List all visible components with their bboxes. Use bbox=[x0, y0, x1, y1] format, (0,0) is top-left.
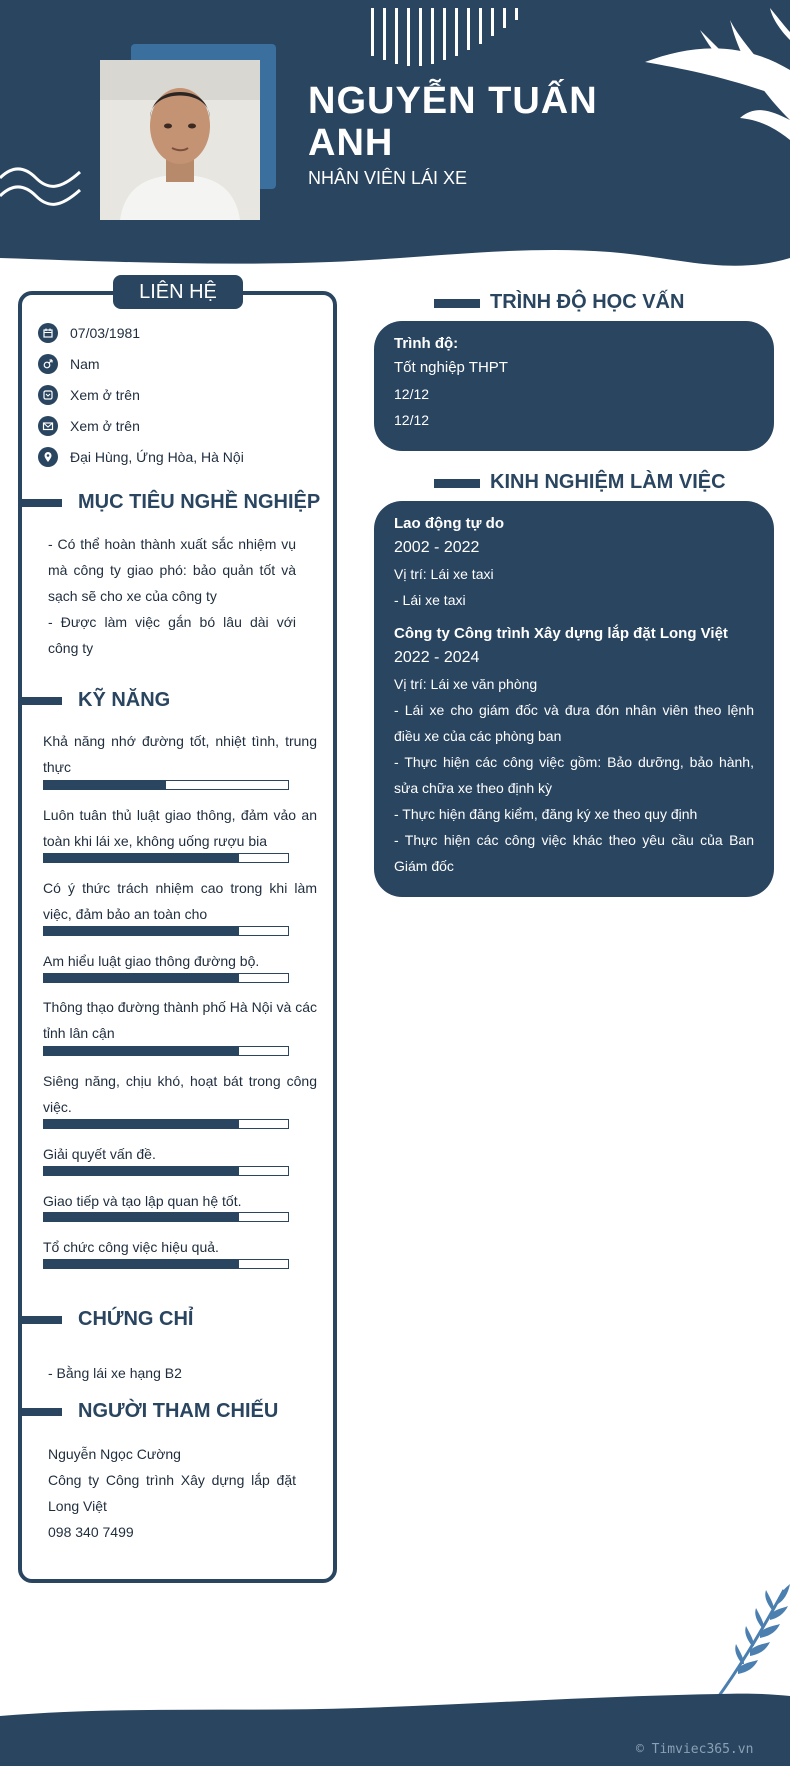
contact-text: Đại Hùng, Ứng Hòa, Hà Nội bbox=[70, 449, 244, 465]
references-heading: NGƯỜI THAM CHIẾU bbox=[78, 1400, 279, 1422]
contact-address bbox=[38, 445, 244, 469]
reference-phone: 098 340 7499 bbox=[48, 1524, 134, 1540]
watermark: © Timviec365.vn bbox=[636, 1742, 754, 1757]
skill-label: Có ý thức trách nhiệm cao trong khi làm việc, đảm bảo an toàn cho bbox=[43, 880, 317, 922]
skill-bar bbox=[43, 1259, 289, 1269]
contact-text: Nam bbox=[70, 356, 100, 372]
job-line: - Thực hiện đăng kiểm, đăng ký xe theo quy định bbox=[394, 806, 698, 822]
skill-bar bbox=[43, 973, 289, 983]
education-level: Tốt nghiệp THPT bbox=[394, 359, 508, 376]
education-card bbox=[374, 321, 774, 451]
certificate-item: - Bằng lái xe hạng B2 bbox=[48, 1365, 182, 1381]
section-bar bbox=[22, 1408, 62, 1416]
skill-label: Giao tiếp và tạo lập quan hệ tốt. bbox=[43, 1193, 242, 1209]
skill-label: Am hiểu luật giao thông đường bộ. bbox=[43, 953, 260, 969]
contact-email bbox=[38, 414, 140, 438]
skill-bar bbox=[43, 1119, 289, 1129]
skill-bar bbox=[43, 853, 289, 863]
experience-heading: KINH NGHIỆM LÀM VIỆC bbox=[490, 471, 726, 493]
contact-birthdate bbox=[38, 321, 140, 345]
skill-label: Siêng năng, chịu khó, hoạt bát trong công việc. bbox=[43, 1073, 317, 1115]
education-heading: TRÌNH ĐỘ HỌC VẤN bbox=[490, 291, 685, 313]
contact-text: 07/03/1981 bbox=[70, 325, 141, 341]
job-line: - Lái xe taxi bbox=[394, 592, 466, 608]
contact-text: Xem ở trên bbox=[70, 418, 140, 434]
job-period: 2022 - 2024 bbox=[394, 649, 480, 666]
leaf-branch-decoration bbox=[708, 1584, 790, 1704]
calendar-icon bbox=[38, 323, 58, 343]
candidate-name: NGUYỄN TUẤN ANH bbox=[308, 80, 598, 164]
left-panel bbox=[18, 291, 337, 1583]
skill-fill bbox=[44, 854, 239, 862]
education-detail: 12/12 bbox=[394, 412, 430, 428]
skill-fill bbox=[44, 1167, 239, 1175]
skill-fill bbox=[44, 1260, 239, 1268]
job-title: NHÂN VIÊN LÁI XE bbox=[308, 168, 468, 188]
objective-line: - Được làm việc gắn bó lâu dài với công ty bbox=[48, 614, 296, 656]
section-bar bbox=[434, 299, 480, 308]
objective-heading: MỤC TIÊU NGHỀ NGHIỆP bbox=[78, 491, 321, 513]
education-detail: 12/12 bbox=[394, 386, 430, 402]
job-line: - Thực hiện các công việc gồm: Bảo dưỡng, bảo hành, sửa chữa xe theo định kỳ bbox=[394, 754, 754, 796]
skills-heading: KỸ NĂNG bbox=[78, 689, 171, 711]
job-company: Lao động tự do bbox=[394, 515, 505, 532]
gender-icon bbox=[38, 354, 58, 374]
skill-label: Tổ chức công việc hiệu quả. bbox=[43, 1239, 219, 1255]
education-level-label: Trình độ: bbox=[394, 335, 459, 352]
phone-icon bbox=[38, 385, 58, 405]
section-bar bbox=[22, 499, 62, 507]
skill-fill bbox=[44, 927, 239, 935]
job-company: Công ty Công trình Xây dựng lắp đặt Long Việt bbox=[394, 625, 728, 642]
skill-fill bbox=[44, 1213, 239, 1221]
location-icon bbox=[38, 447, 58, 467]
certificates-heading: CHỨNG CHỈ bbox=[78, 1308, 194, 1330]
reference-name: Nguyễn Ngọc Cường bbox=[48, 1446, 181, 1462]
email-icon bbox=[38, 416, 58, 436]
section-bar bbox=[22, 1316, 62, 1324]
section-bar bbox=[22, 697, 62, 705]
job-line: - Thực hiện các công việc khác theo yêu cầu của Ban Giám đốc bbox=[394, 832, 754, 874]
skill-fill bbox=[44, 781, 166, 789]
contact-text: Xem ở trên bbox=[70, 387, 140, 403]
skill-label: Khả năng nhớ đường tốt, nhiệt tình, trung thực bbox=[43, 733, 317, 775]
experience-card bbox=[374, 501, 774, 897]
contact-gender bbox=[38, 352, 100, 376]
skill-fill bbox=[44, 1120, 239, 1128]
skill-label: Thông thạo đường thành phố Hà Nội và các tỉnh lân cận bbox=[43, 999, 317, 1041]
skill-bar bbox=[43, 1212, 289, 1222]
skill-bar bbox=[43, 926, 289, 936]
skill-label: Giải quyết vấn đề. bbox=[43, 1146, 156, 1162]
section-bar bbox=[434, 479, 480, 488]
skill-label: Luôn tuân thủ luật giao thông, đảm vảo an toàn khi lái xe, không uống rượu bia bbox=[43, 807, 317, 849]
skill-fill bbox=[44, 1047, 239, 1055]
job-line: Vị trí: Lái xe văn phòng bbox=[394, 676, 538, 692]
job-period: 2002 - 2022 bbox=[394, 539, 480, 556]
skill-bar bbox=[43, 1046, 289, 1056]
skill-bar bbox=[43, 780, 289, 790]
contact-heading: LIÊN HỆ bbox=[113, 275, 243, 309]
contact-phone bbox=[38, 383, 140, 407]
job-line: Vị trí: Lái xe taxi bbox=[394, 566, 494, 582]
reference-company: Công ty Công trình Xây dựng lắp đặt Long Việt bbox=[48, 1472, 296, 1514]
profile-photo bbox=[100, 60, 260, 220]
skill-fill bbox=[44, 974, 239, 982]
objective-line: - Có thể hoàn thành xuất sắc nhiệm vụ mà công ty giao phó: bảo quản tốt và sạch sẽ cho xe của công ty bbox=[48, 536, 296, 604]
skill-bar bbox=[43, 1166, 289, 1176]
job-line: - Lái xe cho giám đốc và đưa đón nhân viên theo lệnh điều xe của các phòng ban bbox=[394, 702, 754, 744]
